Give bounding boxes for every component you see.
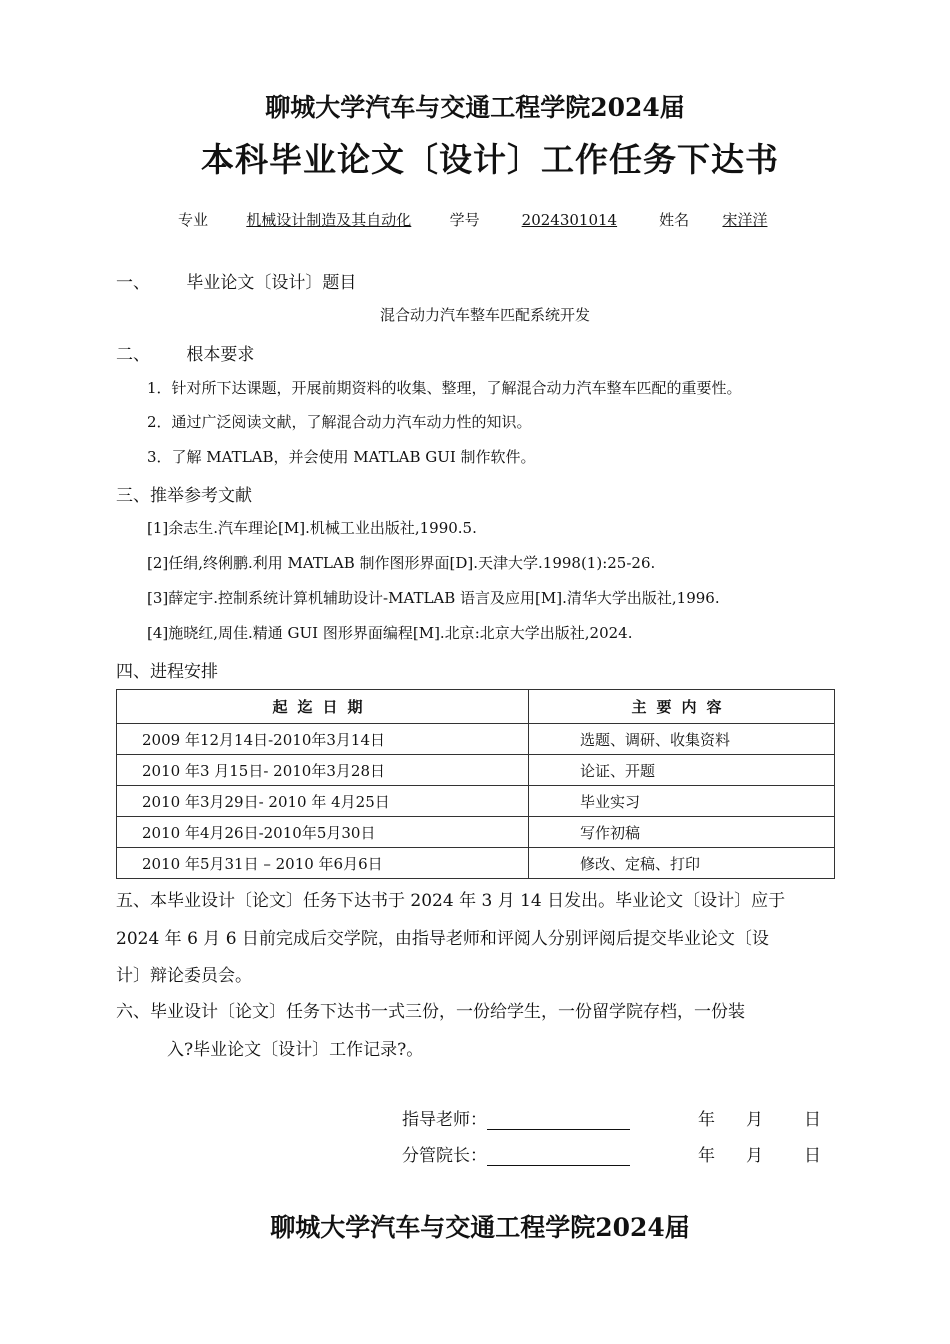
name-label: 姓名 <box>659 211 690 229</box>
section-5-line: 计〕辩论委员会。 <box>116 966 252 986</box>
student-info-line <box>178 209 796 230</box>
column-header-dates: 起迄日期 <box>117 690 529 724</box>
section-4-title: 四、进程安排 <box>116 662 218 682</box>
advisor-signature-row <box>402 1105 630 1130</box>
table-row <box>117 755 835 786</box>
schedule-table <box>116 689 835 879</box>
table-cell-task: 修改、定稿、打印 <box>529 848 835 879</box>
table-row <box>117 848 835 879</box>
requirement-item: 3．了解 MATLAB，并会使用 MATLAB GUI 制作软件。 <box>147 448 536 466</box>
advisor-date-month: 月 <box>746 1110 763 1130</box>
table-cell-date: 2010 年5月31日 – 2010 年6月6日 <box>117 848 529 879</box>
table-row <box>117 817 835 848</box>
table-cell-date: 2010 年3 月15日- 2010年3月28日 <box>117 755 529 786</box>
student-id-value: 2024301014 <box>521 211 618 229</box>
section-5-line: 2024 年 6 月 6 日前完成后交学院，由指导老师和评阅人分别评阅后提交毕业论文〔设 <box>116 929 769 949</box>
table-cell-task: 毕业实习 <box>529 786 835 817</box>
section-3-title: 三、推举参考文献 <box>116 486 252 506</box>
dean-date-day: 日 <box>804 1146 821 1166</box>
table-cell-date: 2009 年12月14日-2010年3月14日 <box>117 724 529 755</box>
requirement-item: 2．通过广泛阅读文献，了解混合动力汽车动力性的知识。 <box>147 413 532 431</box>
section-1-heading <box>116 268 356 293</box>
advisor-label: 指导老师： <box>402 1110 487 1130</box>
section-6-line: 六、毕业设计〔论文〕任务下达书一式三份，一份给学生，一份留学院存档，一份装 <box>116 1002 745 1022</box>
advisor-date-year: 年 <box>698 1110 715 1130</box>
major-label: 专业 <box>178 211 209 229</box>
column-header-content: 主要内容 <box>529 690 835 724</box>
table-cell-task: 写作初稿 <box>529 817 835 848</box>
student-id-label: 学号 <box>449 211 480 229</box>
section-2-title: 根本要求 <box>186 345 255 365</box>
section-1-number: 一、 <box>116 273 150 293</box>
section-5-line: 五、本毕业设计〔论文〕任务下达书于 2024 年 3 月 14 日发出。毕业论文〔设计〕应于 <box>116 891 786 911</box>
dean-date-month: 月 <box>746 1146 763 1166</box>
section-1-title: 毕业论文〔设计〕题目 <box>186 273 357 293</box>
document-school-title: 聊城大学汽车与交通工程学院2024届 <box>265 93 685 122</box>
section-2-number: 二、 <box>116 345 150 365</box>
reference-item: [1]余志生.汽车理论[M].机械工业出版社,1990.5. <box>147 519 477 537</box>
table-row <box>117 786 835 817</box>
reference-item: [3]薛定宇.控制系统计算机辅助设计-MATLAB 语言及应用[M].清华大学出版社,1996. <box>147 589 720 607</box>
table-header-row <box>117 690 835 724</box>
dean-date-year: 年 <box>698 1146 715 1166</box>
section-6-line: 入?毕业论文〔设计〕工作记录?。 <box>167 1040 424 1060</box>
major-value: 机械设计制造及其自动化 <box>246 211 412 229</box>
table-cell-task: 选题、调研、收集资料 <box>529 724 835 755</box>
dean-signature-line <box>487 1147 630 1166</box>
dean-signature-row <box>402 1141 630 1166</box>
advisor-date-day: 日 <box>804 1110 821 1130</box>
thesis-topic: 混合动力汽车整车匹配系统开发 <box>379 306 590 324</box>
name-value: 宋洋洋 <box>722 211 768 229</box>
advisor-signature-line <box>487 1111 630 1130</box>
table-cell-date: 2010 年3月29日- 2010 年 4月25日 <box>117 786 529 817</box>
document-main-title: 本科毕业论文〔设计〕工作任务下达书 <box>201 140 779 179</box>
next-page-school-title: 聊城大学汽车与交通工程学院2024届 <box>270 1213 690 1242</box>
dean-label: 分管院长： <box>402 1146 487 1166</box>
table-cell-date: 2010 年4月26日-2010年5月30日 <box>117 817 529 848</box>
section-2-heading <box>116 340 254 365</box>
reference-item: [2]任绢,终俐鹏.利用 MATLAB 制作图形界面[D].天津大学.1998(1):25-26. <box>147 554 656 572</box>
reference-item: [4]施晓红,周佳.精通 GUI 图形界面编程[M].北京:北京大学出版社,2024. <box>147 624 633 642</box>
table-row <box>117 724 835 755</box>
table-cell-task: 论证、开题 <box>529 755 835 786</box>
requirement-item: 1．针对所下达课题，开展前期资料的收集、整理，了解混合动力汽车整车匹配的重要性。 <box>147 379 742 397</box>
